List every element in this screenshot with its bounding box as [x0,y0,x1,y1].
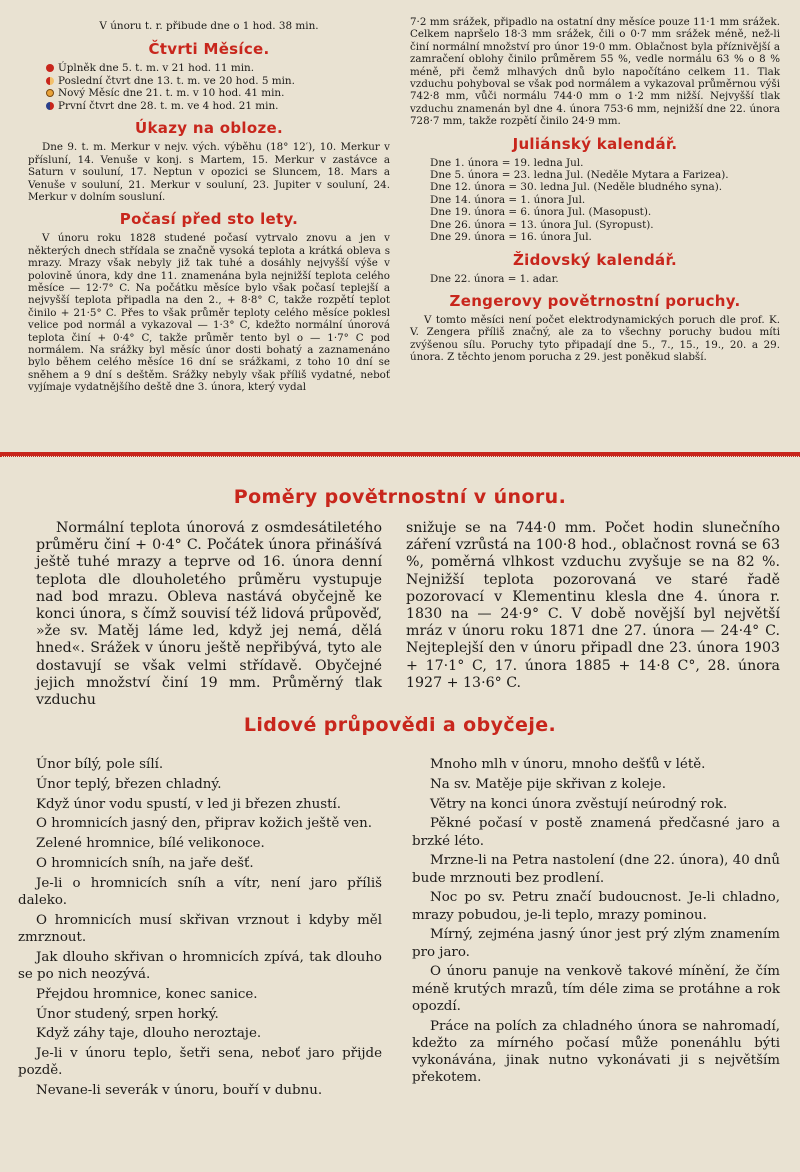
list-item: Dne 29. února = 16. února Jul. [430,231,592,244]
list-item: Když únor vodu spustí, v led ji březen zhustí. [36,796,342,812]
list-item: Nový Měsíc dne 21. t. m. v 10 hod. 41 min. [46,87,390,100]
section-divider-dots [0,456,800,458]
list-item: Nevane-li severák v únoru, bouří v dubnu. [36,1083,323,1099]
zenger-text: V tomto měsíci není počet elektrodynamických poruch dle prof. K. V. Zengera příliš značný, ale za to všechny poruchy budou míti zvýšenou sílu. Poruchy tyto připadají dne 5., 7., 15., 19., 20. a 29. února. Z těchto jenom porucha z 29. jest poněkud slabší. [410,313,780,364]
top-right-column [410,16,780,364]
full-moon-icon [46,64,54,72]
julian-calendar-title: Juliánský kalendář. [512,134,678,153]
zenger-title: Zengerovy povětrnostní poruchy. [449,291,741,310]
list-item: Je-li v únoru teplo, šetři sena, neboť jaro přijde pozdě. [18,1046,382,1079]
conditions-left-column [36,520,382,709]
last-quarter-icon [46,77,54,85]
list-item: Mnoho mlh v únoru, mnoho dešťů v létě. [430,757,706,772]
moon-phases-title: Čtvrti Měsíce. [148,40,270,58]
top-section [0,0,800,452]
sayings-title: Lidové průpovědi a obyčeje. [243,714,557,736]
list-item: Únor studený, srpen horký. [36,1006,219,1022]
list-item: Mírný, zejména jasný únor jest prý zlým znamením pro jaro. [412,927,780,960]
first-quarter-icon [46,102,54,110]
list-item: O hromnicích sníh, na jaře dešť. [36,855,254,871]
moon-phases-list [46,62,390,112]
list-item: Větry na konci února zvěstují neúrodný rok. [430,796,728,812]
list-item: O hromnicích musí skřivan vrznout i kdyby měl zmrznout. [18,912,382,945]
sky-events-title: Úkazy na obloze. [135,119,283,138]
weather-history-text: V únoru roku 1828 studené počasí vytrvalo znovu a jen v některých dnech střídala se značně vysoká teplota a krátká obleva s mrazy. Mrazy však nebyly již tak tuhé a dosáhly nejvyšší výše v polovině února, kdy dne 11. znamenána byla nejnižší teplota celého měsíce — 12·7° C. Na počátku měsíce bylo však počasí teplejší a nejvyšší teplota připadla na den 2., + 8·8° C, takže rozpětí teplot činilo + 21·5° C. Přes to však průměr teploty celého měsíce poklesl velice pod normál a vykazoval — 1·3° C, kdežto normální únorová teplota činí + 0·4° C, takže průměr tento byl o — 1·7° C pod normálem. Na srážky byl měsíc únor dosti bohatý a zaznamenáno bylo během celého měsíce 16 dní se srážkami, z toho 10 dní se sněhem a 9 dní s deštěm. Srážky nebyly však příliš vydatné, neboť vyjímaje vydatnějšího deště dne 3. února, který vydal [28,232,390,394]
list-item: O únoru panuje na venkově takové mínění, že čím méně krutých mrazů, tím déle zima se protáhne a rok opozdí. [412,964,780,1014]
sayings-right-column [412,756,780,1089]
list-item: Zelené hromnice, bílé velikonoce. [36,836,265,852]
list-item: Jak dlouho skřivan o hromnicích zpívá, tak dlouho se po nich neozývá. [18,949,382,982]
list-item: Dne 19. února = 6. února Jul. (Masopust). [430,206,652,219]
list-item: Mrzne-li na Petra nastolení (dne 22. února), 40 dnů bude mrznouti bez prodlení. [412,853,780,886]
weather-history-title: Počasí před sto lety. [119,210,299,229]
conditions-title: Poměry povětrnostní v únoru. [233,486,567,508]
sayings-left-column [18,756,382,1102]
list-item: Dne 26. února = 13. února Jul. (Syropust). [430,218,654,231]
top-left-column [28,16,390,394]
list-item: Přejdou hromnice, konec sanice. [36,986,258,1002]
jewish-calendar-text: Dne 22. února = 1. adar. [430,272,559,285]
list-item: Dne 5. února = 23. ledna Jul. (Neděle Mytara a Farizea). [430,169,729,182]
weather-history-continued: 7·2 mm srážek, připadlo na ostatní dny měsíce pouze 11·1 mm srážek. Celkem napršelo 18·3 mm srážek, čili o 0·7 mm srážek méně, než-li činí normální množství pro únor 19·0 mm. Oblačnost byla příznivější a zamračení oblohy činilo průměrem 55 %, vedle normálu 63 % o 8 % méně, při čemž mlhavých dnů bylo napočítáno celkem 11. Tlak vzduchu pohyboval se však pod normálem a vykazoval průměrnou výši 742·8 mm, vůči normálu 744·0 mm o 1·2 mm nižší. Nejvyšší tlak vzduchu znamenán byl dne 4. února 753·6 mm, nejnižší dne 22. února 728·7 mm, takže rozpětí činilo 24·9 mm. [410,16,780,128]
jewish-calendar-title: Židovský kalendář. [512,250,678,269]
list-item: Poslední čtvrt dne 13. t. m. ve 20 hod. 5 min. [46,75,390,88]
list-item: Únor bílý, pole sílí. [36,757,164,772]
list-item: Dne 12. února = 30. ledna Jul. (Neděle bludného syna). [430,181,723,194]
list-item: O hromnicích jasný den, připrav kožich ještě ven. [36,816,372,832]
conditions-left-text: Normální teplota únorová z osmdesátiletého průměru činí + 0·4° C. Počátek února přinášívá ještě tuhé mrazy a teprve od 16. února denní teplota dle dlouholetého průměru vystupuje nad bod mrazu. Obleva nastává obyčejně ke konci února, s čímž souvisí též lidová průpověď, »že sv. Matěj láme led, když jej nemá, dělá hned«. Srážek v únoru ještě nepřibývá, tyto ale dostavují se však velmi střídavě. Obyčejné jejich množství činí 19 mm. Průměrný tlak vzduchu [36,520,382,709]
sky-events-text: Dne 9. t. m. Merkur v nejv. vých. výběhu (18° 12′), 10. Merkur v přísluní, 14. Venuše v konj. s Martem, 15. Merkur v zastávce a Saturn v souluní, 17. Neptun v opozici se Sluncem, 18. Mars a Venuše v souluní, 21. Merkur v souluní, 23. Jupiter v souluní, 24. Merkur v dolním sousluní. [28,141,390,203]
list-item: Úplněk dne 5. t. m. v 21 hod. 11 min. [46,62,390,75]
list-item: Když záhy taje, dlouho neroztaje. [36,1026,262,1042]
list-item: Dne 1. února = 19. ledna Jul. [430,156,584,169]
list-item: Pěkné počasí v postě znamená předčasné jaro a brzké léto. [412,816,780,849]
list-item: Práce na polích za chladného února se nahromadí, kdežto za mírného počasí může ponenáhlu býti vykonávána, jinak nutno vykonávati ji s největším překotem. [412,1018,780,1086]
list-item: První čtvrt dne 28. t. m. ve 4 hod. 21 min. [46,100,390,113]
conditions-right-column [406,520,780,692]
conditions-right-text: snižuje se na 744·0 mm. Počet hodin slunečního záření vzrůstá na 100·8 hod., oblačnost rovná se 63 %, poměrná vlhkost vzduchu zvyšuje se na 82 %. Nejnižší teplota pozorovaná ve staré řadě pozorovací v Klementinu klesla dne 4. února r. 1830 na — 24·9° C. V době novější byl největší mráz v únoru roku 1871 dne 27. února — 24·4° C. Nejteplejší den v únoru připadl dne 23. února 1903 + 17·1° C, 17. února 1885 + 14·8 C°, 28. února 1927 + 13·6° C. [406,520,780,691]
new-moon-icon [46,89,54,97]
daylight-gain-line: V únoru t. r. přibude dne o 1 hod. 38 min. [99,20,319,32]
julian-calendar-list [430,157,780,244]
list-item: Je-li o hromnicích sníh a vítr, není jaro příliš daleko. [18,875,382,908]
list-item: Noc po sv. Petru značí budoucnost. Je-li chladno, mrazy pobudou, je-li teplo, mrazy pominou. [412,890,780,923]
list-item: Dne 14. února = 1. února Jul. [430,193,586,206]
list-item: Na sv. Matěje pije skřivan z koleje. [430,776,666,792]
list-item: Únor teplý, březen chladný. [36,776,222,792]
